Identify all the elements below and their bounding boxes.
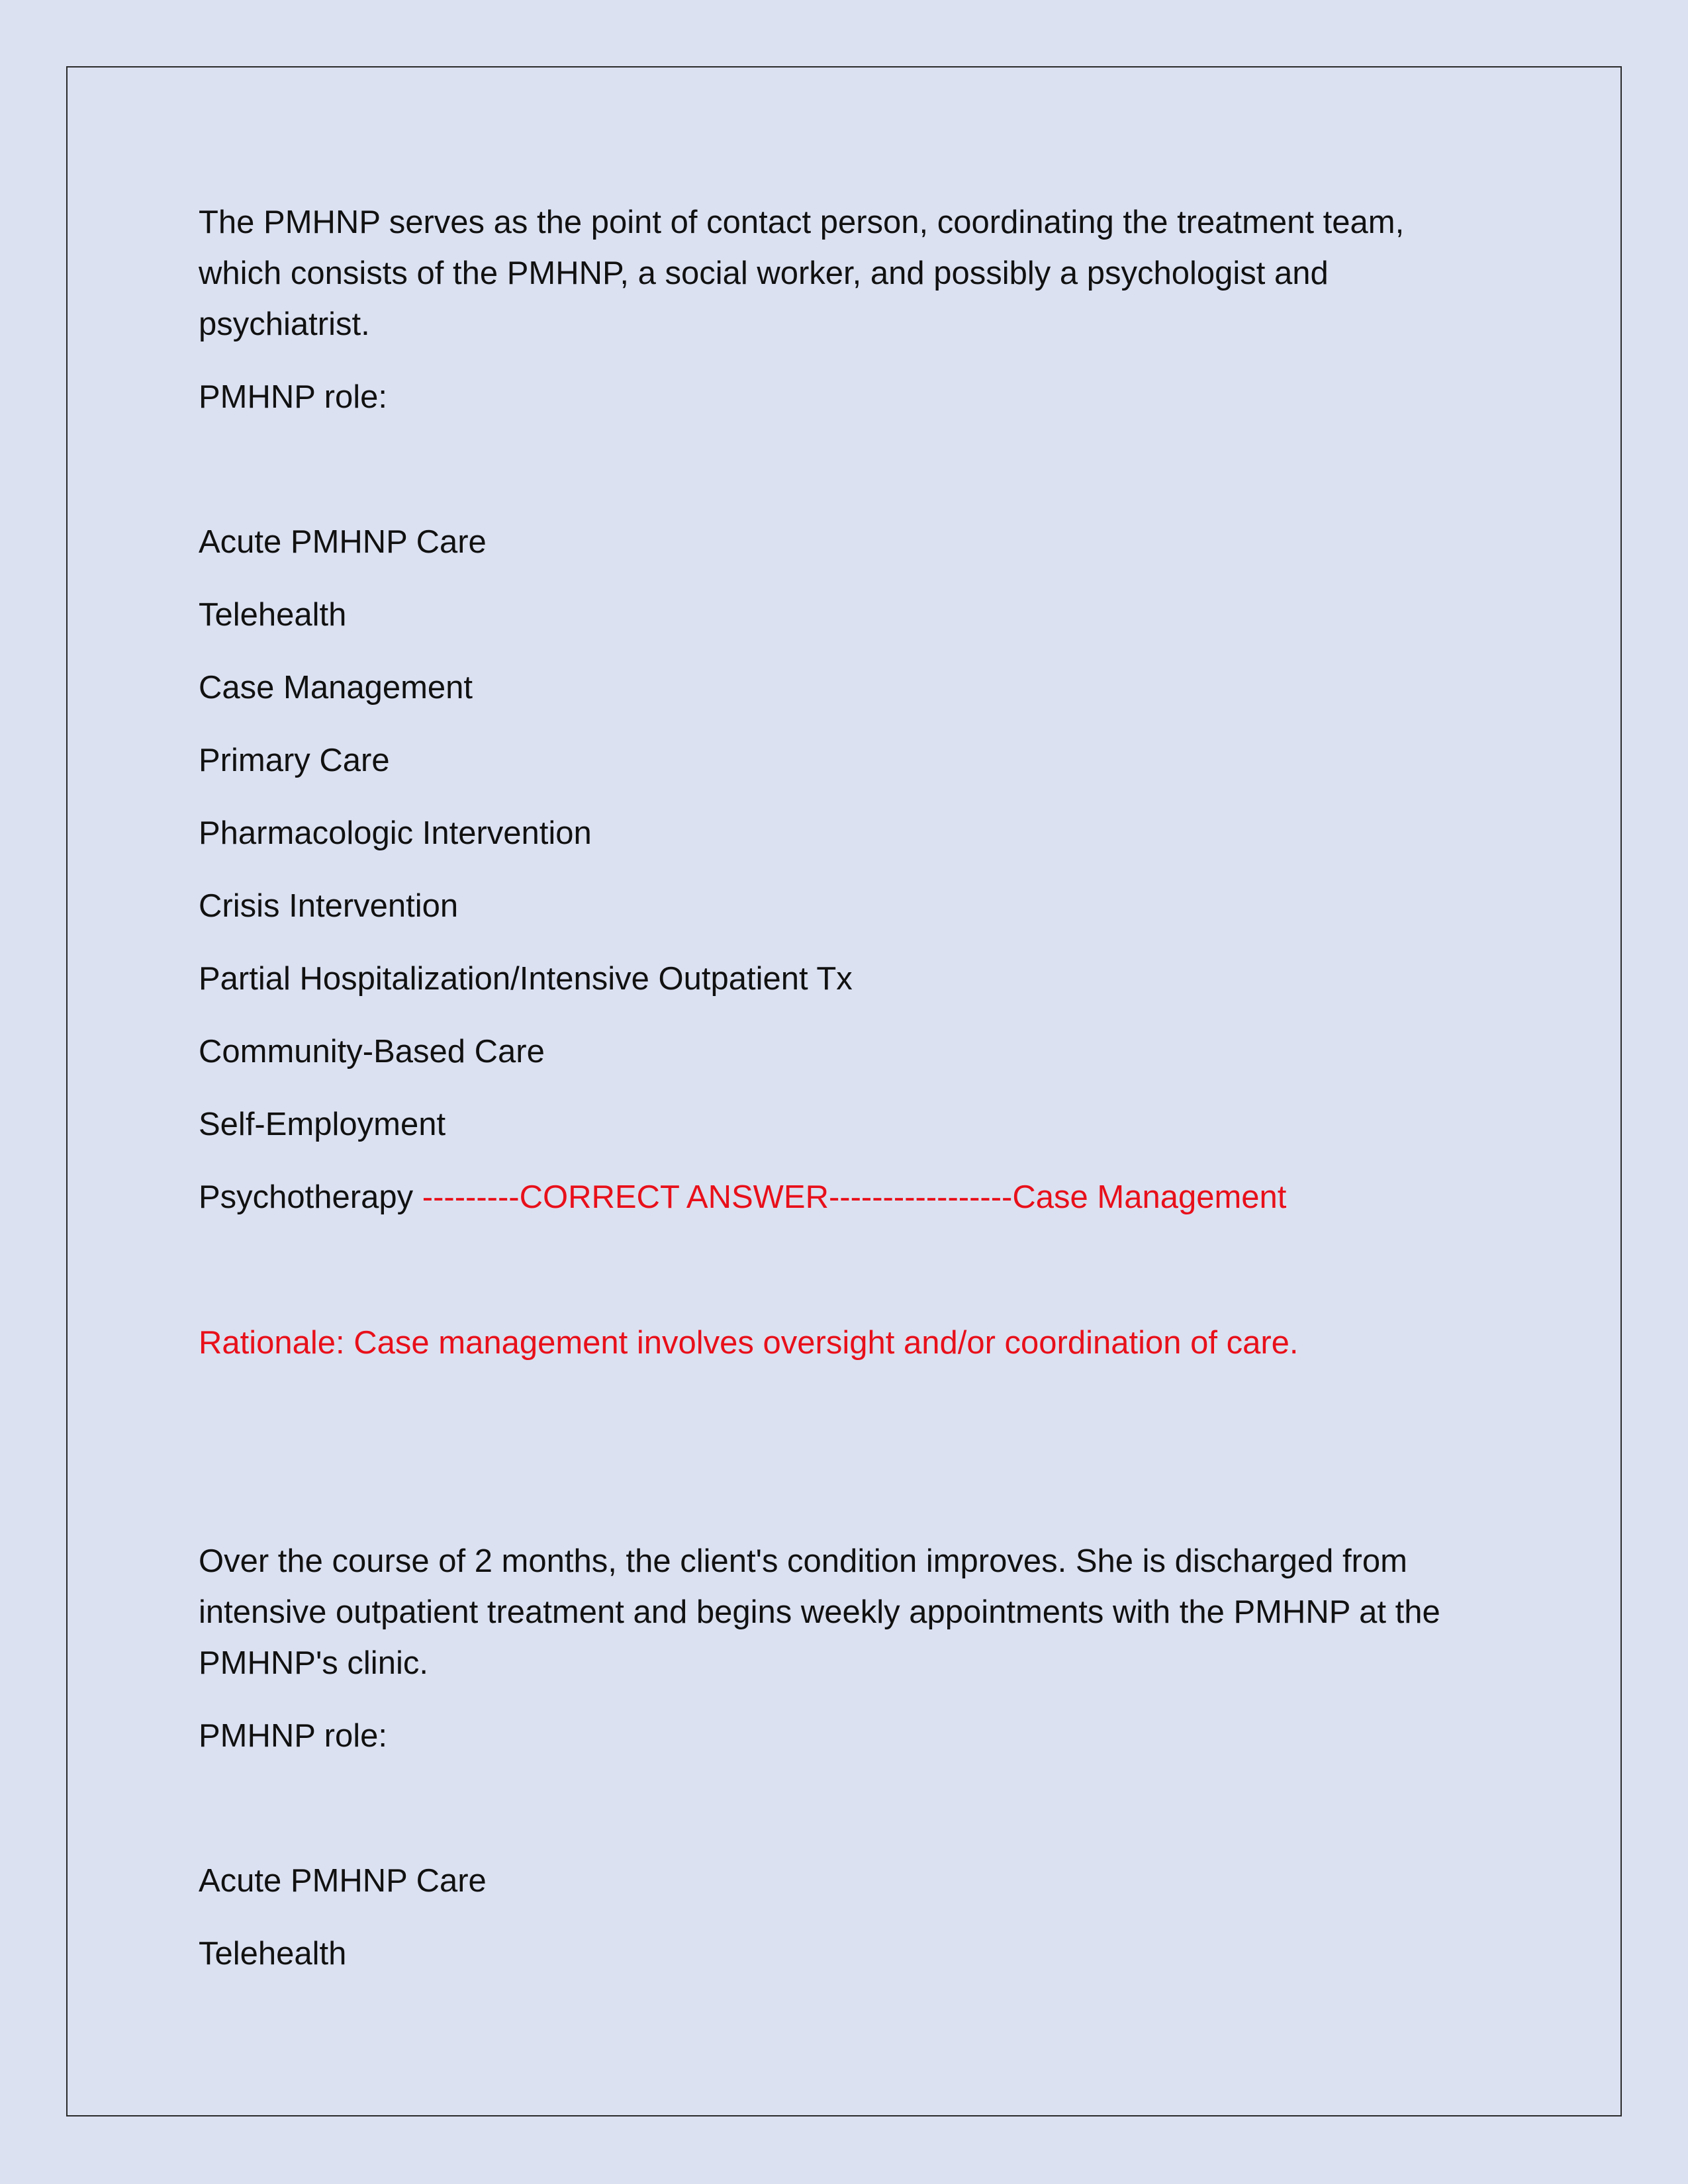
option-pharmacologic-intervention: Pharmacologic Intervention bbox=[199, 815, 592, 851]
option-acute-care: Acute PMHNP Care bbox=[199, 1863, 487, 1899]
option-psychotherapy-row bbox=[199, 1172, 1496, 1223]
question-1-intro: The PMHNP serves as the point of contact person, coordinating the treatment team, which consists of the PMHNP, a social worker, and possibly a psychologist and psychiatrist. bbox=[199, 205, 1405, 342]
option-telehealth: Telehealth bbox=[199, 1936, 347, 1972]
question-2-intro: Over the course of 2 months, the client's condition improves. She is discharged from intensive outpatient treatment and begins weekly appointments with the PMHNP at the PMHNP's clinic. bbox=[199, 1543, 1440, 1681]
question-1-options bbox=[199, 517, 1496, 1223]
option-community-based-care: Community-Based Care bbox=[199, 1034, 545, 1069]
option-self-employment: Self-Employment bbox=[199, 1107, 446, 1142]
option-psychotherapy: Psychotherapy bbox=[199, 1179, 414, 1215]
option-partial-hospitalization: Partial Hospitalization/Intensive Outpatient Tx bbox=[199, 961, 853, 997]
question-1-role-label: PMHNP role: bbox=[199, 379, 388, 415]
option-case-management: Case Management bbox=[199, 670, 473, 705]
correct-answer-marker: ---------CORRECT ANSWER-----------------Case Management bbox=[422, 1179, 1287, 1215]
question-2-options bbox=[199, 1856, 1496, 1979]
option-crisis-intervention: Crisis Intervention bbox=[199, 888, 459, 924]
option-primary-care: Primary Care bbox=[199, 743, 390, 778]
option-telehealth: Telehealth bbox=[199, 597, 347, 633]
rationale: Rationale: Case management involves oversight and/or coordination of care. bbox=[199, 1325, 1299, 1361]
document-body bbox=[199, 197, 1496, 1979]
option-acute-care: Acute PMHNP Care bbox=[199, 524, 487, 560]
question-2-role-label: PMHNP role: bbox=[199, 1718, 388, 1754]
